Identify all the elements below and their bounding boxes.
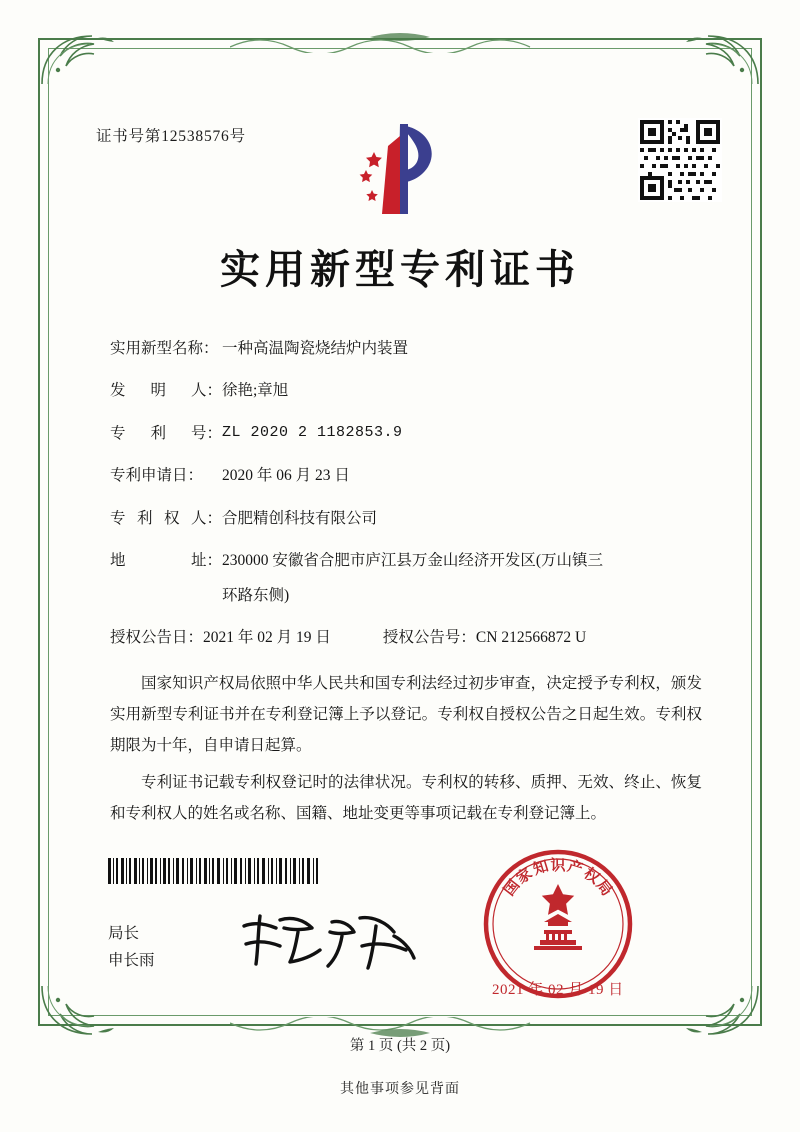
field-value-address-line1: 230000 安徽省合肥市庐江县万金山经济开发区(万山镇三 xyxy=(222,552,604,570)
field-row-inventor xyxy=(110,376,710,405)
field-value-patent-number: ZL 2020 2 1182853.9 xyxy=(222,423,403,441)
signature-block xyxy=(108,920,155,974)
label-char-2: 址： xyxy=(190,552,222,570)
signature-name: 申长雨 xyxy=(108,952,155,970)
handwritten-signature-icon xyxy=(236,906,426,976)
label-char-1: 专 xyxy=(110,509,126,527)
label-char-1: 地 xyxy=(110,552,126,570)
field-label-grant-date: 授权公告日： xyxy=(110,629,204,647)
svg-text:产: 产 xyxy=(565,858,585,879)
svg-text:国: 国 xyxy=(501,877,524,900)
field-row-apply-date xyxy=(110,461,710,490)
page-number: 第 1 页 (共 2 页) xyxy=(349,1038,451,1054)
field-row-grant xyxy=(110,623,710,652)
field-label-name: 实用新型名称： xyxy=(110,340,219,357)
field-value-apply-date: 2020 年 06 月 23 日 xyxy=(222,467,350,485)
field-label-grant-number: 授权公告号： xyxy=(382,629,476,647)
label-char-2: 明 xyxy=(150,382,166,400)
field-label-inventor xyxy=(110,376,222,405)
field-row-holder xyxy=(110,504,710,533)
field-label-patent-number xyxy=(110,419,222,448)
svg-text:权: 权 xyxy=(580,865,603,888)
field-row-patent-number xyxy=(110,419,710,448)
field-value-inventor: 徐艳;章旭 xyxy=(222,382,289,400)
svg-text:局: 局 xyxy=(592,877,615,900)
field-list xyxy=(110,334,710,666)
label-char-3: 人： xyxy=(190,382,222,400)
label-char-4: 人： xyxy=(190,509,222,527)
field-row-address xyxy=(110,546,710,575)
certificate-number: 证书号第12538576号 xyxy=(96,128,246,145)
field-label-holder xyxy=(110,504,222,533)
qr-code-icon xyxy=(638,118,722,202)
label-char-2: 利 xyxy=(136,509,153,527)
page-title: 实用新型专利证书 xyxy=(220,247,580,292)
field-value-grant-date: 2021 年 02 月 19 日 xyxy=(203,629,331,647)
svg-text:知: 知 xyxy=(531,858,551,879)
field-label-address xyxy=(110,546,222,575)
signature-title: 局长 xyxy=(108,925,140,942)
seal-date: 2021 年 02 月 19 日 xyxy=(492,982,624,998)
footer-note: 其他事项参见背面 xyxy=(340,1082,460,1097)
field-value-holder: 合肥精创科技有限公司 xyxy=(222,509,378,527)
field-row-name xyxy=(110,334,710,363)
paragraph-1: 国家知识产权局依照中华人民共和国专利法经过初步审查，决定授予专利权，颁发实用新型专利证书并在专利登记簿上予以登记。专利权自授权公告之日起生效。专利权期限为十年，自申请日起算。 xyxy=(110,675,702,754)
label-char-1: 专 xyxy=(110,424,126,442)
label-char-3: 号： xyxy=(190,424,222,442)
label-char-1: 发 xyxy=(110,382,126,400)
field-value-name: 一种高温陶瓷烧结炉内装置 xyxy=(222,340,409,357)
field-label-apply-date: 专利申请日： xyxy=(110,467,204,485)
field-value-grant-number: CN 212566872 U xyxy=(475,629,587,647)
paragraph-2: 专利证书记载专利权登记时的法律状况。专利权的转移、质押、无效、终止、恢复和专利权人的姓名或名称、国籍、地址变更等事项记载在专利登记簿上。 xyxy=(110,774,702,822)
label-char-2: 利 xyxy=(150,424,166,442)
svg-text:家: 家 xyxy=(513,865,536,888)
cnipa-logo-icon xyxy=(348,118,456,224)
grant-number-segment xyxy=(383,623,586,652)
legal-text-block xyxy=(110,668,702,835)
field-value-address-line2: 环路东侧) xyxy=(222,586,290,604)
barcode-icon xyxy=(108,858,318,884)
svg-text:识: 识 xyxy=(550,858,566,874)
grant-date-segment xyxy=(110,623,331,652)
label-char-3: 权 xyxy=(163,509,180,527)
